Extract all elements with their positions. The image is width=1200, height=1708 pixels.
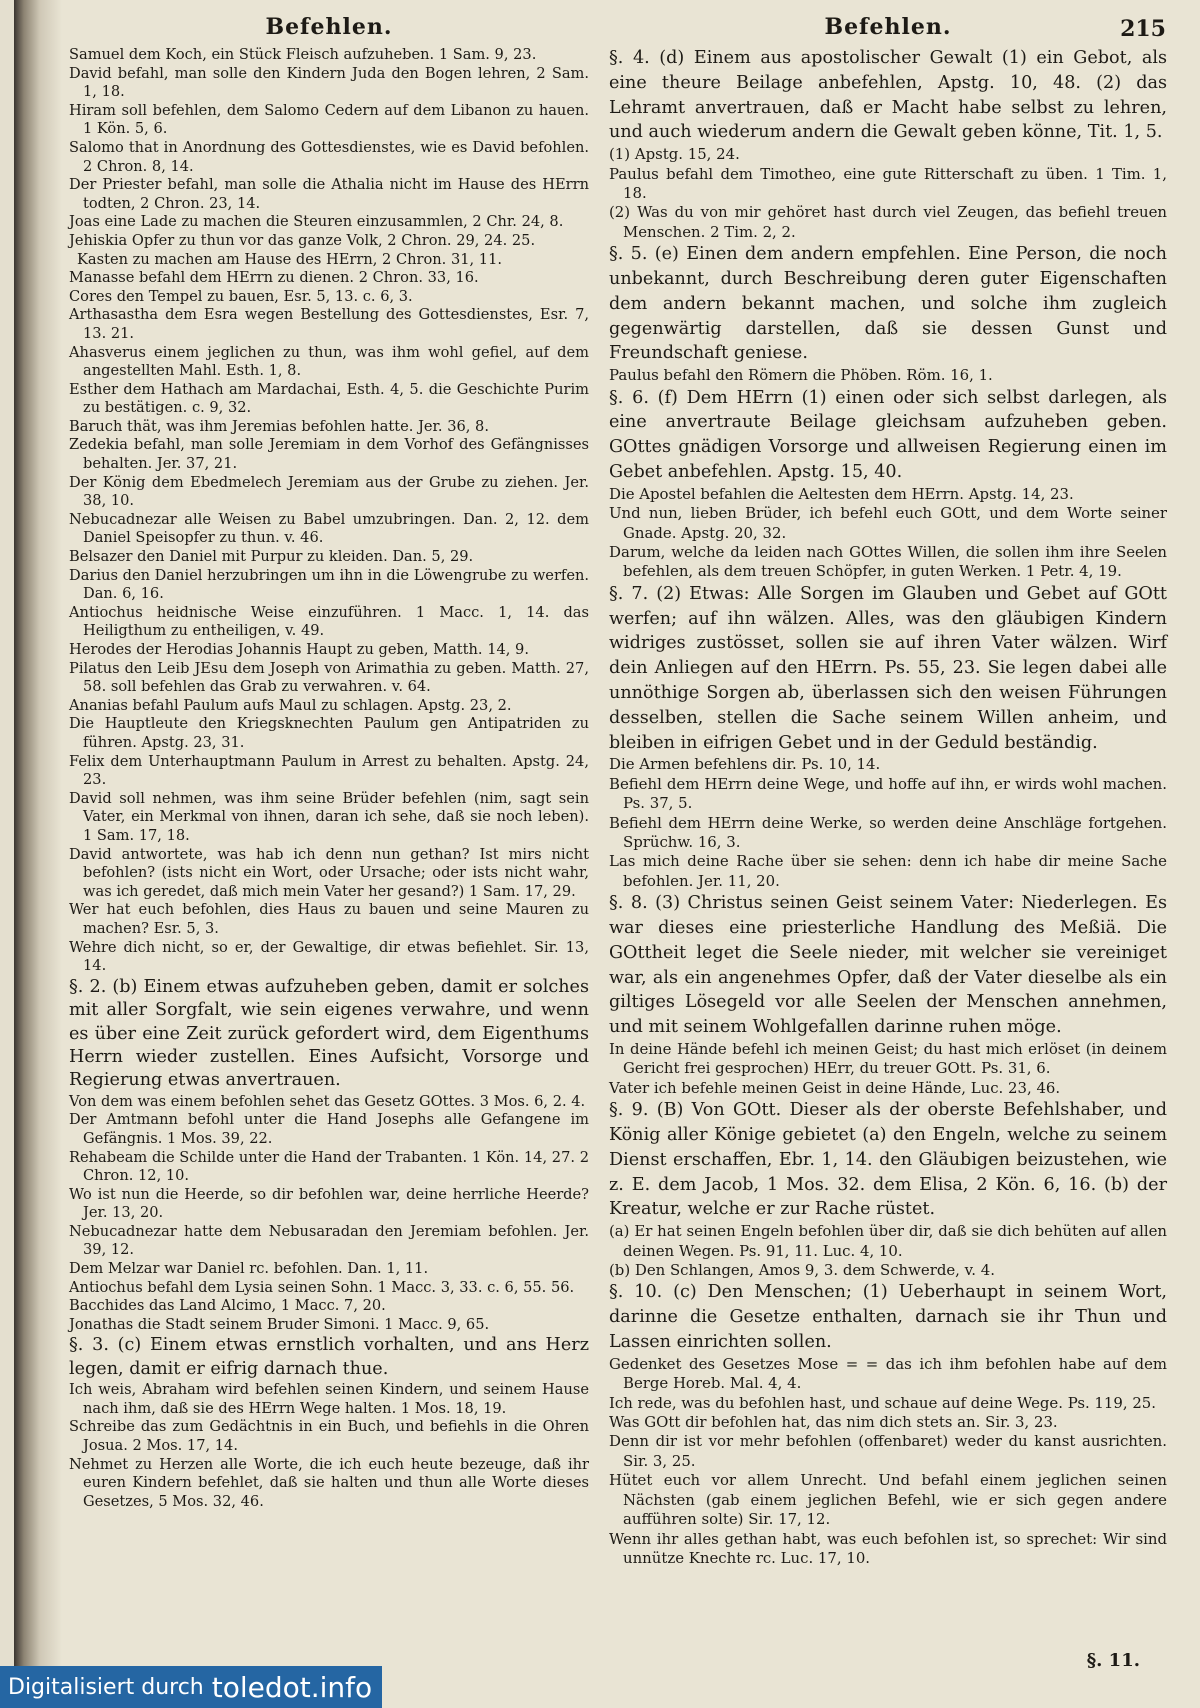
left-paragraph: David befahl, man solle den Kindern Juda den Bogen lehren, 2 Sam. 1, 18. (69, 64, 589, 101)
left-paragraph: Antiochus befahl dem Lysia seinen Sohn. 1 Macc. 3, 33. c. 6, 55. 56. (69, 1278, 575, 1296)
watermark-prefix: Digitalisiert durch (8, 1674, 204, 1700)
left-paragraph: Arthasastha dem Esra wegen Bestellung des Gottesdienstes, Esr. 7, 13. 21. (69, 306, 589, 342)
left-paragraph: David antwortete, was hab ich denn nun gethan? Ist mirs nicht befohlen? (ists nicht ein Wort, oder Ursache; oder ists nicht wahr, was ich geredet, daß mich mein Vater her gesand?) 1 Sam. 17, 29. (69, 845, 589, 900)
right-paragraph: Und nun, lieben Brüder, ich befehl euch GOtt, und dem Worte seiner Gnade. Apstg. 20, 32. (609, 504, 1167, 542)
right-paragraph: Paulus befahl den Römern die Phöben. Röm. 16, 1. (609, 366, 993, 385)
right-paragraph: Befiehl dem HErrn deine Werke, so werden deine Anschläge fortgehen. Sprüchw. 16, 3. (609, 813, 1167, 852)
left-paragraph: Wo ist nun die Heerde, so dir befohlen war, deine herrliche Heerde? Jer. 13, 20. (69, 1185, 589, 1222)
right-paragraph: Paulus befahl dem Timotheo, eine gute Ritterschaft zu üben. 1 Tim. 1, 18. (609, 164, 1167, 202)
left-paragraph: Wehre dich nicht, so er, der Gewaltige, dir etwas befiehlet. Sir. 13, 14. (69, 938, 589, 975)
left-paragraph: Der Amtmann befohl unter die Hand Josephs alle Gefangene im Gefängnis. 1 Mos. 39, 22. (69, 1111, 589, 1147)
catchword: §. 11. (1086, 1650, 1140, 1671)
left-paragraph: Ananias befahl Paulum aufs Maul zu schlagen. Apstg. 23, 2. (69, 696, 512, 714)
right-section-paragraph: §. 4. (d) Einem aus apostolischer Gewalt (1) ein Gebot, als eine theure Beilage anbefehlen, Apstg. 10, 48. (2) das Lehramt anvertrauen, daß er Macht habe selbst zu lehren, und auch wiederum andern die Gewalt geben könne, Tit. 1, 5. (609, 48, 1167, 143)
left-paragraph: Ich weis, Abraham wird befehlen seinen Kindern, und seinem Hause nach ihm, daß sie des HErrn Wege halten. 1 Mos. 18, 19. (69, 1381, 589, 1417)
right-section-paragraph: §. 7. (2) Etwas: Alle Sorgen im Glauben und Gebet auf GOtt werfen; auf ihn wälzen. Alles, was den gläubigen Kindern widriges zustösset, sollen sie auf ihren Vater wälzen. Wirf dein Anliegen auf den HErrn. Ps. 55, 23. Sie legen dabei alle unnöthige Sorgen ab, überlassen sich den weisen Führungen desselben, stellen die Sache seinem Willen anheim, und bleiben in eifrigen Gebet und in der Geduld beständig. (609, 583, 1167, 753)
left-paragraph: Baruch thät, was ihm Jeremias befohlen hatte. Jer. 36, 8. (69, 417, 489, 435)
right-paragraph: (a) Er hat seinen Engeln befohlen über dir, daß sie dich behüten auf allen deinen Wegen. Ps. 91, 11. Luc. 4, 10. (609, 1222, 1167, 1260)
page-number: 215 (1120, 16, 1166, 42)
left-paragraph: Nebucadnezar alle Weisen zu Babel umzubringen. Dan. 2, 12. dem Daniel Speisopfer zu thun. v. 46. (69, 510, 589, 547)
left-paragraph: David soll nehmen, was ihm seine Brüder befehlen (nim, sagt sein Vater, ein Merkmal von ihnen, daran ich sehe, daß sie noch leben). 1 Sam. 17, 18. (69, 789, 589, 844)
page-gutter (14, 0, 62, 1708)
digitization-watermark (0, 1666, 382, 1708)
right-paragraph: Las mich deine Rache über sie sehen: denn ich habe dir meine Sache befohlen. Jer. 11, 20. (609, 852, 1167, 890)
right-running-head: Befehlen. (824, 14, 952, 40)
left-paragraph: Zedekia befahl, man solle Jeremiam in dem Vorhof des Gefängnisses behalten. Jer. 37, 21. (69, 436, 589, 473)
left-paragraph: Der Priester befahl, man solle die Athalia nicht im Hause des HErrn todten, 2 Chron. 23, 14. (69, 176, 589, 212)
left-paragraph: Wer hat euch befohlen, dies Haus zu bauen und seine Mauren zu machen? Esr. 5, 3. (69, 901, 589, 937)
left-paragraph: Joas eine Lade zu machen die Steuren einzusammlen, 2 Chr. 24, 8. (69, 213, 564, 231)
right-section-paragraph: §. 8. (3) Christus seinen Geist seinem Vater: Niederlegen. Es war dieses eine priesterliche Handlung des Meßiä. Die GOttheit leget die Seele nieder, mit welcher sie vereiniget war, als ein angenehmes Opfer, daß der Vater dieselbe als ein giltiges Lösegeld vor alle Seelen der Menschen annehmen, und mit seinem Wohlgefallen darinne ruhen möge. (609, 893, 1167, 1038)
left-paragraph: Von dem was einem befohlen sehet das Gesetz GOttes. 3 Mos. 6, 2. 4. (69, 1092, 586, 1110)
right-paragraph: Was GOtt dir befohlen hat, das nim dich stets an. Sir. 3, 23. (609, 1413, 1058, 1432)
right-paragraph: Die Apostel befahlen die Aeltesten dem HErrn. Apstg. 14, 23. (609, 484, 1074, 503)
right-paragraph: Hütet euch vor allem Unrecht. Und befahl einem jeglichen seinen Nächsten (gab einem jeglichen Befehl, wie er sich gegen andere aufführen solte) Sir. 17, 12. (609, 1471, 1167, 1529)
left-section-paragraph: §. 3. (c) Einem etwas ernstlich vorhalten, und ans Herz legen, damit er eifrig darnach thue. (69, 1335, 589, 1379)
left-paragraph: Pilatus den Leib JEsu dem Joseph von Arimathia zu geben. Matth. 27, 58. soll befehlen das Grab zu verwahren. v. 64. (69, 659, 589, 696)
right-paragraph: (b) Den Schlangen, Amos 9, 3. dem Schwerde, v. 4. (609, 1261, 995, 1280)
left-paragraph: Herodes der Herodias Johannis Haupt zu geben, Matth. 14, 9. (69, 641, 529, 658)
right-paragraph: Darum, welche da leiden nach GOttes Willen, die sollen ihm ihre Seelen befehlen, als dem treuen Schöpfer, in guten Werken. 1 Petr. 4, 19. (609, 543, 1167, 581)
left-paragraph: Ahasverus einem jeglichen zu thun, was ihm wohl gefiel, auf dem angestellten Mahl. Esth. 1, 8. (69, 343, 589, 380)
left-paragraph: Belsazer den Daniel mit Purpur zu kleiden. Dan. 5, 29. (69, 548, 474, 566)
left-paragraph: Hiram soll befehlen, dem Salomo Cedern auf dem Libanon zu hauen. 1 Kön. 5, 6. (69, 101, 589, 138)
left-paragraph: Dem Melzar war Daniel rc. befohlen. Dan. 1, 11. (69, 1260, 429, 1278)
left-paragraph: Antiochus heidnische Weise einzuführen. 1 Macc. 1, 14. das Heiligthum zu entheiligen, v. 49. (69, 603, 589, 640)
left-paragraph: Jonathas die Stadt seinem Bruder Simoni. 1 Macc. 9, 65. (69, 1315, 490, 1333)
right-section-paragraph: §. 6. (f) Dem HErrn (1) einen oder sich selbst darlegen, als eine anvertraute Beilage gleichsam aufzuheben geben. GOttes gnädigen Vorsorge und allweisen Regierung einen im Gebet anbefehlen. Apstg. 15, 40. (609, 387, 1167, 482)
right-paragraph: Die Armen befehlens dir. Ps. 10, 14. (609, 755, 881, 774)
left-paragraph: Felix dem Unterhauptmann Paulum in Arrest zu behalten. Apstg. 24, 23. (69, 752, 589, 789)
left-paragraph: Kasten zu machen am Hause des HErrn, 2 Chron. 31, 11. (77, 250, 503, 268)
left-column (69, 14, 589, 1511)
book-page (14, 0, 1200, 1708)
right-paragraph: Vater ich befehle meinen Geist in deine Hände, Luc. 23, 46. (609, 1078, 1061, 1097)
right-paragraph: Befiehl dem HErrn deine Wege, und hoffe auf ihn, er wirds wohl machen. Ps. 37, 5. (609, 774, 1167, 813)
left-paragraph: Schreibe das zum Gedächtnis in ein Buch, und befiehls in die Ohren Josua. 2 Mos. 17, 14. (69, 1418, 589, 1455)
left-paragraph: Die Hauptleute den Kriegsknechten Paulum gen Antipatriden zu führen. Apstg. 23, 31. (69, 715, 589, 751)
left-paragraph: Cores den Tempel zu bauen, Esr. 5, 13. c. 6, 3. (69, 287, 413, 305)
right-paragraph: Wenn ihr alles gethan habt, was euch befohlen ist, so sprechet: Wir sind unnütze Knechte rc. Luc. 17, 10. (609, 1529, 1167, 1567)
right-paragraph: Ich rede, was du befohlen hast, und schaue auf deine Wege. Ps. 119, 25. (609, 1393, 1157, 1412)
left-paragraph: Esther dem Hathach am Mardachai, Esth. 4, 5. die Geschichte Purim zu bestätigen. c. 9, 32. (69, 380, 589, 417)
right-column (609, 14, 1167, 1568)
right-paragraph: (1) Apstg. 15, 24. (609, 145, 740, 164)
left-paragraph: Jehiskia Opfer zu thun vor das ganze Volk, 2 Chron. 29, 24. 25. (69, 231, 536, 249)
left-paragraph: Der König dem Ebedmelech Jeremiam aus der Grube zu ziehen. Jer. 38, 10. (69, 473, 589, 510)
left-paragraph: Rehabeam die Schilde unter die Hand der Trabanten. 1 Kön. 14, 27. 2 Chron. 12, 10. (69, 1148, 589, 1185)
right-paragraph: (2) Was du von mir gehöret hast durch viel Zeugen, das befiehl treuen Menschen. 2 Tim. 2, 2. (609, 203, 1167, 241)
left-paragraph: Salomo that in Anordnung des Gottesdienstes, wie es David befohlen. 2 Chron. 8, 14. (69, 138, 589, 175)
right-section-paragraph: §. 9. (B) Von GOtt. Dieser als der oberste Befehlshaber, und König aller Könige gebietet (a) den Engeln, welche zu seinem Dienst erschaffen, Ebr. 1, 14. den Gläubigen beizustehen, wie z. E. dem Jacob, 1 Mos. 32. dem Elisa, 2 Kön. 6, 16. (b) der Kreatur, welche er zur Rache rüstet. (609, 1100, 1167, 1220)
left-paragraph: Bacchides das Land Alcimo, 1 Macc. 7, 20. (69, 1297, 386, 1315)
left-section-paragraph: §. 2. (b) Einem etwas aufzuheben geben, damit er solches mit aller Sorgfalt, wie sein eigenes verwahre, und wenn es über eine Zeit zurück gefordert wird, dem Eigenthums Herrn wieder zustellen. Eines Aufsicht, Vorsorge und Regierung etwas anvertrauen. (69, 976, 589, 1091)
left-paragraph: Darius den Daniel herzubringen um ihn in die Löwengrube zu werfen. Dan. 6, 16. (69, 566, 589, 603)
left-paragraph: Nehmet zu Herzen alle Worte, die ich euch heute bezeuge, daß ihr euren Kindern befehlet, daß sie halten und thun alle Worte dieses Gesetzes, 5 Mos. 32, 46. (69, 1455, 589, 1510)
right-paragraph: Gedenket des Gesetzes Mose = = das ich ihm befohlen habe auf dem Berge Horeb. Mal. 4, 4. (609, 1354, 1167, 1393)
left-paragraph: Nebucadnezar hatte dem Nebusaradan den Jeremiam befohlen. Jer. 39, 12. (69, 1222, 589, 1259)
right-section-paragraph: §. 10. (c) Den Menschen; (1) Ueberhaupt in seinem Wort, darinne die Gesetze enthalten, darnach sie ihr Thun und Lassen einrichten sollen. (609, 1282, 1167, 1353)
left-paragraph: Manasse befahl dem HErrn zu dienen. 2 Chron. 33, 16. (69, 269, 479, 287)
right-paragraph: Denn dir ist vor mehr befohlen (offenbaret) weder du kanst ausrichten. Sir. 3, 25. (609, 1432, 1167, 1470)
right-paragraph: In deine Hände befehl ich meinen Geist; du hast mich erlöset (in deinem Gericht frei gesprochen) HErr, du treuer GOtt. Ps. 31, 6. (609, 1040, 1167, 1078)
watermark-site: toledot.info (211, 1670, 373, 1704)
left-running-head: Befehlen. (265, 14, 393, 40)
left-paragraph: Samuel dem Koch, ein Stück Fleisch aufzuheben. 1 Sam. 9, 23. (69, 46, 537, 63)
right-section-paragraph: §. 5. (e) Einen dem andern empfehlen. Eine Person, die noch unbekannt, durch Beschreibung deren guter Eigenschaften dem andern bekannt machen, und solche ihm zugleich gegenwärtig darstellen, daß sie dessen Gunst und Freundschaft geniese. (609, 244, 1167, 364)
